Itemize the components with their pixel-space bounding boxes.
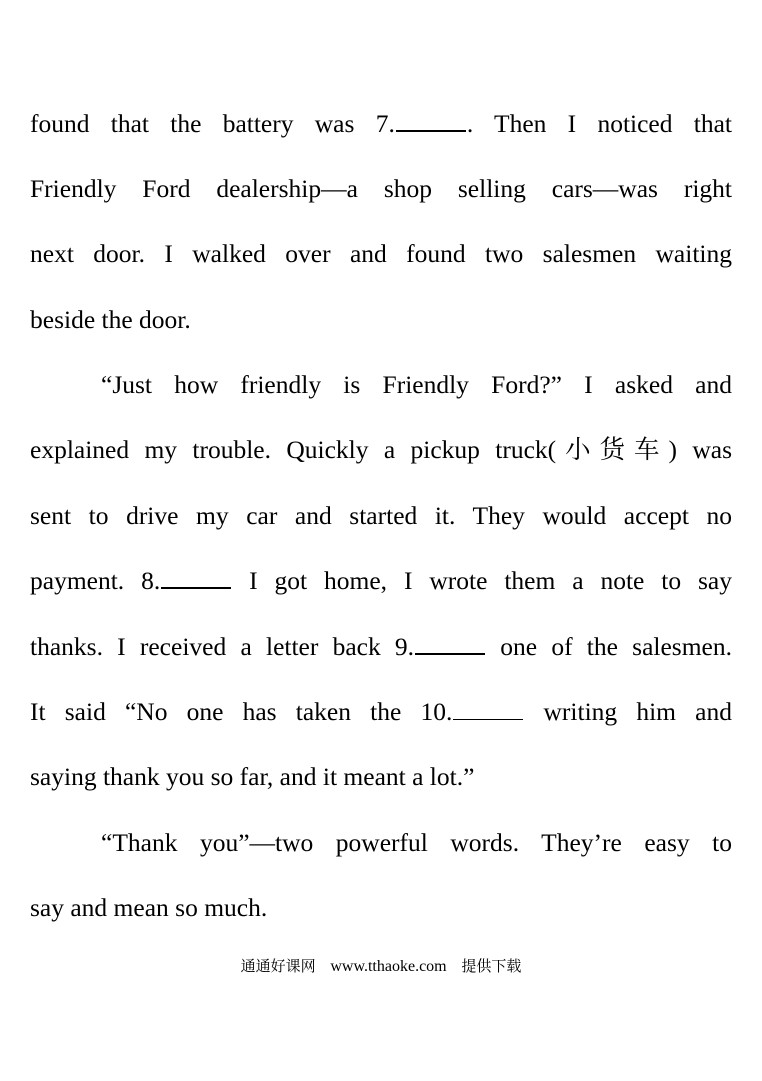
line-text-after: . Then I noticed that: [466, 109, 733, 138]
passage-line-2: Friendly Ford dealership—a shop selling cars—was right: [30, 174, 732, 203]
line-text-before: thanks. I received a letter back 9.: [30, 632, 415, 661]
answer-blank-10: [453, 699, 523, 720]
passage-line-11: saying thank you so far, and it meant a lot.”: [30, 762, 475, 791]
passage-line-8: [30, 563, 732, 599]
line-text-before: It said “No one has taken the 10.: [30, 697, 453, 726]
footer-tagline: 提供下载: [461, 957, 522, 975]
footer-site-name: 通通好课网: [240, 957, 316, 975]
passage-line-3: next door. I walked over and found two salesmen waiting: [30, 239, 732, 268]
line-text-after: one of the salesmen.: [486, 632, 732, 661]
passage-line-4: beside the door.: [30, 305, 191, 334]
passage-line-9: [30, 629, 732, 665]
line-text-before: payment. 8.: [30, 566, 161, 595]
footer-url: www.tthaoke.com: [330, 958, 447, 975]
line-text-after: writing him and: [524, 697, 732, 726]
answer-blank-9: [415, 633, 485, 655]
passage-line-12: “Thank you”—two powerful words. They’re easy to: [101, 828, 732, 857]
passage-line-5: “Just how friendly is Friendly Ford?” I asked and: [101, 370, 732, 399]
answer-blank-7: [396, 110, 466, 132]
passage-line-10: [30, 694, 732, 730]
passage-line-7: sent to drive my car and started it. They would accept no: [30, 501, 732, 530]
passage-line-6: explained my trouble. Quickly a pickup truck(小货车) was: [30, 435, 732, 464]
answer-blank-8: [161, 567, 231, 589]
passage-line-13: say and mean so much.: [30, 893, 268, 922]
page-footer: [0, 955, 762, 978]
line-text-after: I got home, I wrote them a note to say: [232, 566, 732, 595]
passage-line-1: [30, 106, 732, 142]
line-text-before: found that the battery was 7.: [30, 109, 395, 138]
